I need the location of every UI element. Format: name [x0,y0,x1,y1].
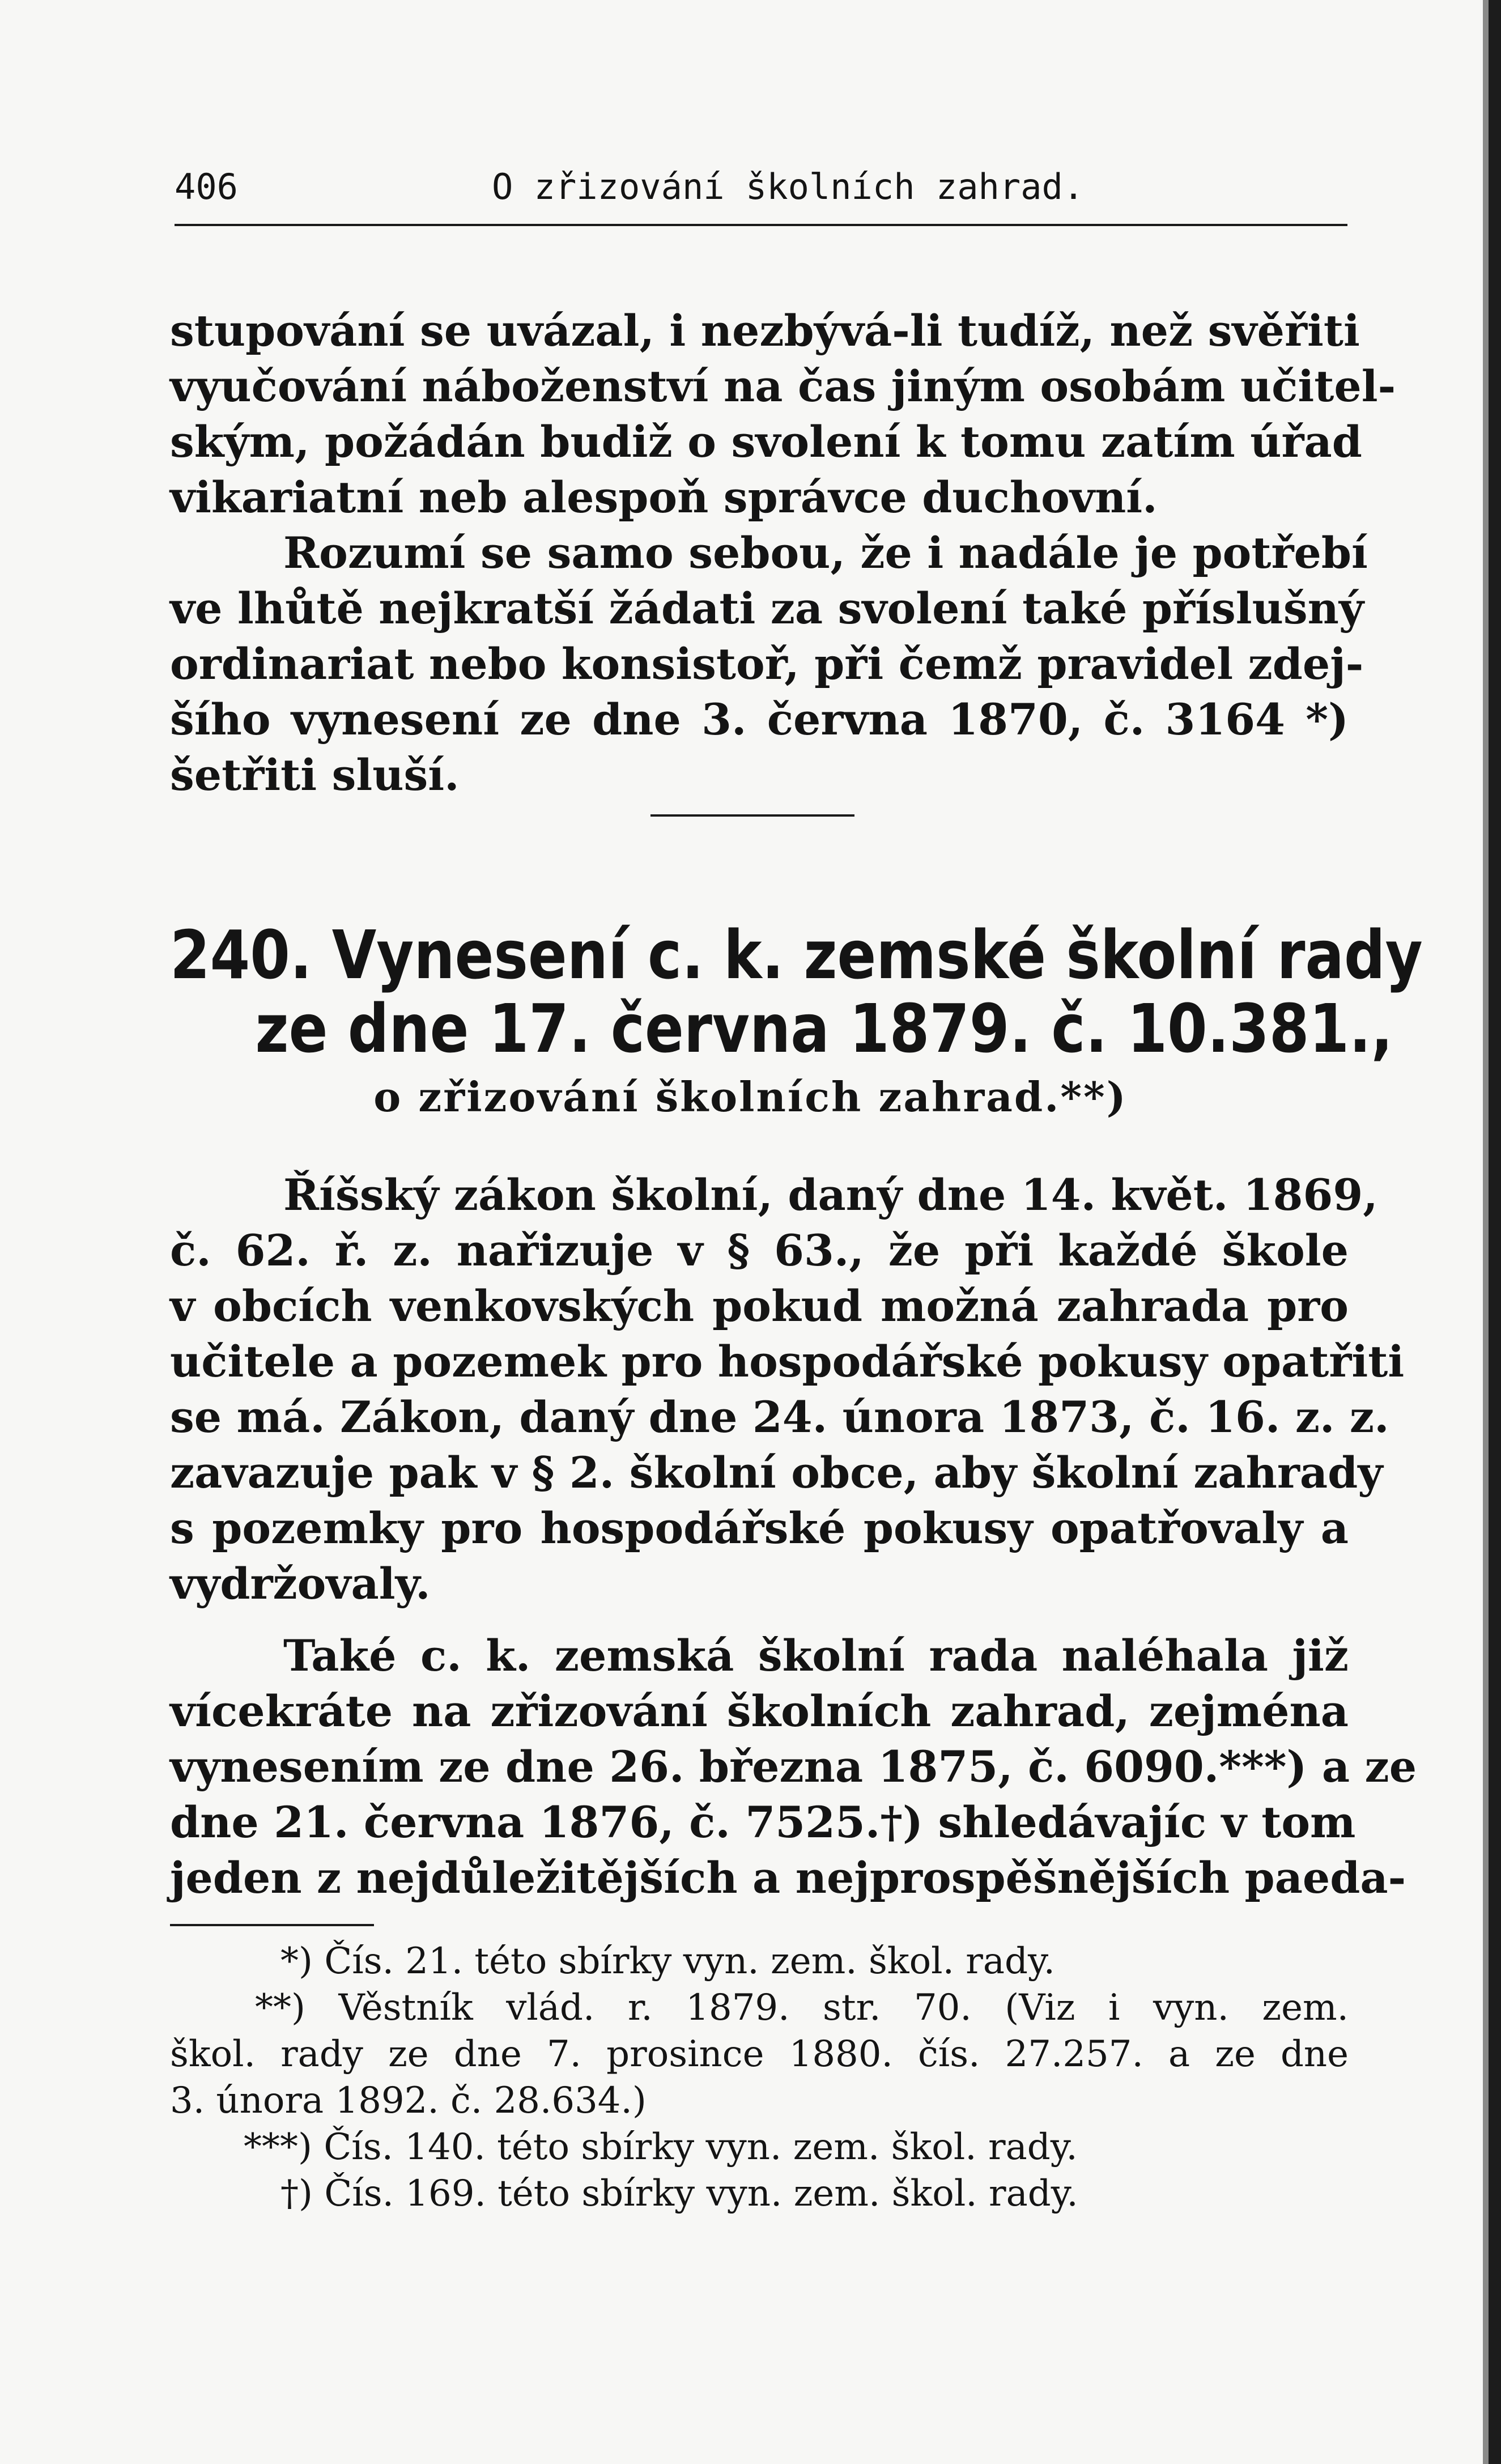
text-line: šetřiti sluší. [170,750,460,800]
text-line: zavazuje pak v § 2. školní obce, aby školní zahrady [170,1447,1383,1498]
text-line: č. 62. ř. z. nařizuje v § 63., že při každé škole [170,1225,1349,1276]
page-edge-shadow [1483,0,1489,2464]
heading-line-1: 240. Vynesení c. k. zemské školní rady [170,916,1423,994]
paragraph-3 [170,1167,1405,1612]
text-line: vyučování náboženství na čas jiným osobám učitel- [170,361,1396,411]
footnote: **) Věstník vlád. r. 1879. str. 70. (Viz i vyn. zem. [255,1987,1349,2029]
running-title: O zřizování školních zahrad. [492,166,1085,207]
text-line: šího vynesení ze dne 3. června 1870, č. 3164 *) [170,694,1349,745]
text-line: dne 21. června 1876, č. 7525.†) shledávajíc v tom [170,1797,1356,1847]
footnotes [170,1938,1349,2217]
page-number: 406 [175,166,238,207]
footnote: 3. února 1892. č. 28.634.) [170,2080,647,2122]
text-line: vydržovaly. [170,1558,431,1609]
page-edge [1489,0,1501,2464]
text-line: ve lhůtě nejkratší žádati za svolení také příslušný [170,583,1364,634]
footnote: †) Čís. 169. této sbírky vyn. zem. škol. rady. [280,2173,1078,2215]
section-subheading: o zřizování školních zahrad.**) [373,1073,1128,1121]
text-line: jeden z nejdůležitějších a nejprospěšnějších paeda- [170,1853,1406,1903]
text-line: ským, požádán budiž o svolení k tomu zatím úřad [170,417,1362,467]
footnote: škol. rady ze dne 7. prosince 1880. čís. 27.257. a ze dne [170,2033,1349,2075]
text-line: Říšský zákon školní, daný dne 14. květ. 1869, [283,1170,1378,1220]
footnote: *) Čís. 21. této sbírky vyn. zem. škol. rady. [280,1940,1055,1982]
text-line: učitele a pozemek pro hospodářské pokusy opatřiti [170,1336,1405,1387]
section-separator [650,814,854,817]
text-line: v obcích venkovských pokud možná zahrada pro [170,1281,1349,1331]
text-line: s pozemky pro hospodářské pokusy opatřovaly a [170,1503,1349,1553]
text-line: vícekráte na zřizování školních zahrad, zejména [170,1686,1349,1736]
text-line: stupování se uvázal, i nezbývá-li tudíž, než svěřiti [170,305,1360,356]
text-line: Rozumí se samo sebou, že i nadále je potřebí [283,528,1368,578]
section-heading [170,916,1423,1068]
paragraph-1 [170,303,1396,525]
footnote-rule [170,1924,374,1926]
header-rule [175,224,1347,226]
text-line: ordinariat nebo konsistoř, při čemž pravidel zdej- [170,639,1364,689]
footnote: ***) Čís. 140. této sbírky vyn. zem. škol. rady. [244,2126,1078,2168]
text-line: vynesením ze dne 26. března 1875, č. 6090.***) a ze [170,1741,1417,1792]
text-line: Také c. k. zemská školní rada naléhala již [283,1630,1349,1681]
text-line: vikariatní neb alespoň správce duchovní. [170,472,1158,522]
page-header [175,164,1353,210]
paragraph-4 [170,1628,1417,1906]
heading-line-2: ze dne 17. června 1879. č. 10.381., [255,989,1393,1068]
text-line: se má. Zákon, daný dne 24. února 1873, č. 16. z. z. [170,1392,1389,1442]
paragraph-2 [170,525,1368,803]
